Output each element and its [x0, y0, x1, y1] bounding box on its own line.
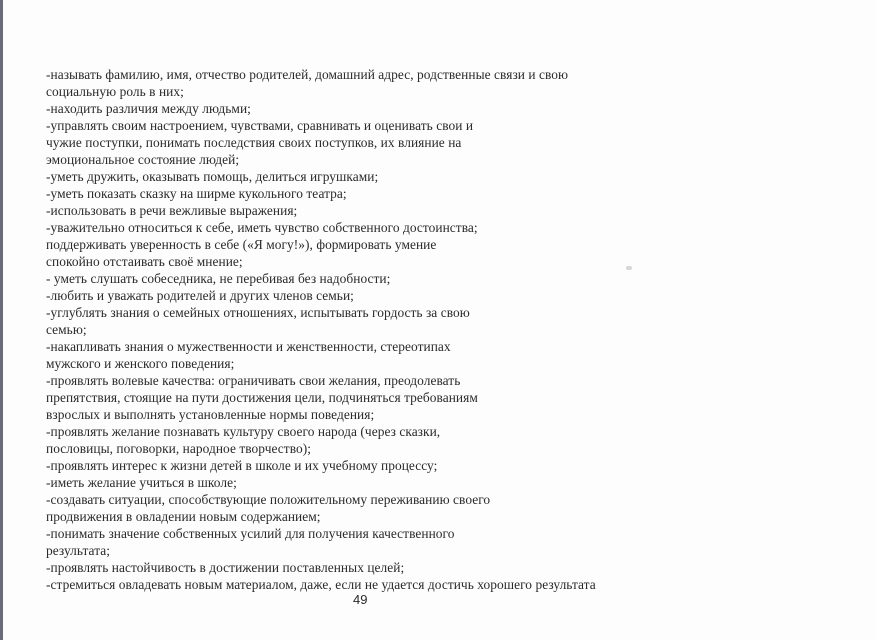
text-line: результата; [46, 543, 111, 558]
text-line: -иметь желание учиться в школе; [46, 475, 237, 490]
text-line: -называть фамилию, имя, отчество родителей, домашний адрес, родственные связи и свою [46, 67, 569, 82]
text-line: -находить различия между людьми; [46, 101, 251, 116]
text-line: -проявлять настойчивость в достижении поставленных целей; [46, 560, 405, 575]
scan-edge [0, 0, 3, 640]
text-line: -создавать ситуации, способствующие положительному переживанию своего [46, 492, 491, 507]
text-line: продвижения в овладении новым содержанием; [46, 509, 321, 524]
text-line: препятствия, стоящие на пути достижения цели, подчиняться требованиям [46, 390, 478, 405]
text-line: пословицы, поговорки, народное творчество); [46, 441, 312, 456]
text-line: -управлять своим настроением, чувствами, сравнивать и оценивать свои и [46, 118, 474, 133]
text-line: -использовать в речи вежливые выражения; [46, 203, 298, 218]
text-line: мужского и женского поведения; [46, 356, 235, 371]
text-line: -стремиться овладевать новым материалом, даже, если не удается достичь хорошего результата [46, 577, 596, 592]
text-line: -проявлять желание познавать культуру своего народа (через сказки, [46, 424, 441, 439]
text-line: -уметь показать сказку на ширме кукольного театра; [46, 186, 347, 201]
body-text [46, 66, 656, 593]
text-line: поддерживать уверенность в себе («Я могу!»), формировать умение [46, 237, 437, 252]
text-line: -накапливать знания о мужественности и женственности, стереотипах [46, 339, 451, 354]
text-line: -проявлять интерес к жизни детей в школе и их учебному процессу; [46, 458, 438, 473]
text-line: -понимать значение собственных усилий для получения качественного [46, 526, 455, 541]
text-line: -уметь дружить, оказывать помощь, делиться игрушками; [46, 169, 379, 184]
page-number: 49 [353, 592, 368, 607]
text-line: -любить и уважать родителей и других членов семьи; [46, 288, 354, 303]
text-line: - уметь слушать собеседника, не перебивая без надобности; [46, 271, 391, 286]
text-line: -уважительно относиться к себе, иметь чувство собственного достоинства; [46, 220, 478, 235]
text-line: -проявлять волевые качества: ограничивать свои желания, преодолевать [46, 373, 461, 388]
text-line: чужие поступки, понимать последствия своих поступков, их влияние на [46, 135, 462, 150]
text-line: семью; [46, 322, 87, 337]
text-line: спокойно отстаивать своё мнение; [46, 254, 243, 269]
text-line: -углублять знания о семейных отношениях, испытывать гордость за свою [46, 305, 470, 320]
text-line: социальную роль в них; [46, 84, 184, 99]
text-line: эмоциональное состояние людей; [46, 152, 240, 167]
text-line: взрослых и выполнять установленные нормы поведения; [46, 407, 375, 422]
